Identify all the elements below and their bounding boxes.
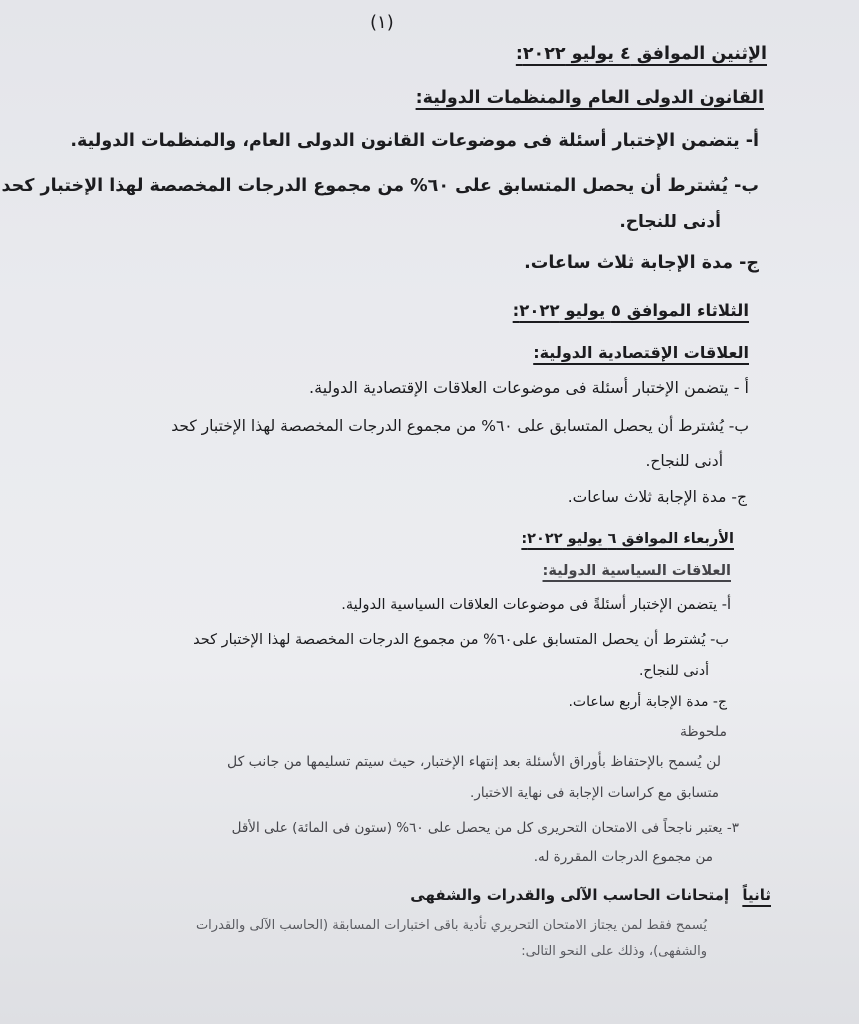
section-2-title: إمتحانات الحاسب الآلى والقدرات والشفهى [410,886,730,904]
note-line-2: متسابق مع كراسات الإجابة فى نهاية الاختبار. [470,785,719,801]
day-1-item-b: ب- يُشترط أن يحصل المتسابق على ٦٠% من مجموع الدرجات المخصصة لهذا الإختبار كحد [1,176,759,196]
day-1-item-b-cont: أدنى للنجاح. [619,212,721,232]
day-3-subject: العلاقات السياسية الدولية: [542,563,731,579]
day-3-item-b: ب- يُشترط أن يحصل المتسابق على٦٠% من مجموع الدرجات المخصصة لهذا الإختبار كحد [193,632,729,648]
day-3-date: الأربعاء الموافق ٦ يوليو ٢٠٢٢: [521,531,734,547]
clause-3-line-1: ٣- يعتبر ناجحاً فى الامتحان التحريرى كل من يحصل على ٦٠% (ستون فى المائة) على الأقل [231,820,739,836]
day-2-item-c: ج- مدة الإجابة ثلاث ساعات. [567,488,747,506]
day-2-subject: العلاقات الإقتصادية الدولية: [533,343,749,362]
day-2-item-b: ب- يُشترط أن يحصل المتسابق على ٦٠% من مجموع الدرجات المخصصة لهذا الإختبار كحد [171,417,749,435]
note-line-1: لن يُسمح بالإحتفاظ بأوراق الأسئلة بعد إنتهاء الإختبار، حيث سيتم تسليمها من جانب كل [226,754,721,770]
day-1-item-c: ج- مدة الإجابة ثلاث ساعات. [524,253,759,273]
clause-3-line-2: من مجموع الدرجات المقررة له. [533,849,713,865]
section-2-line-2: والشفهى)، وذلك على النحو التالى: [521,944,707,959]
day-2-item-a: أ - يتضمن الإختبار أسئلة فى موضوعات العلاقات الإقتصادية الدولية. [309,378,749,397]
section-2-line-1: يُسمح فقط لمن يجتاز الامتحان التحريري تأدية باقى اختبارات المسابقة (الحاسب الآلى والقدرات [195,918,707,933]
day-3-item-a: أ- يتضمن الإختبار أسئلةً فى موضوعات العلاقات السياسية الدولية. [341,597,731,613]
day-2-item-b-cont: أدنى للنجاح. [645,452,723,470]
day-1-subject: القانون الدولى العام والمنظمات الدولية: [415,88,764,108]
section-2-heading [410,886,771,904]
day-3-item-c: ج- مدة الإجابة أربع ساعات. [568,694,727,710]
day-2-date: الثلاثاء الموافق ٥ يوليو ٢٠٢٢: [512,301,749,320]
day-1-item-a: أ- يتضمن الإختبار أسئلة فى موضوعات القانون الدولى العام، والمنظمات الدولية. [70,131,759,151]
note-heading: ملحوظة [679,724,727,740]
day-1-date: الإثنين الموافق ٤ يوليو ٢٠٢٢: [515,44,767,64]
page-number: (١) [370,12,394,33]
section-2-label: ثانياً [742,886,771,904]
day-3-item-b-cont: أدنى للنجاح. [638,663,709,679]
